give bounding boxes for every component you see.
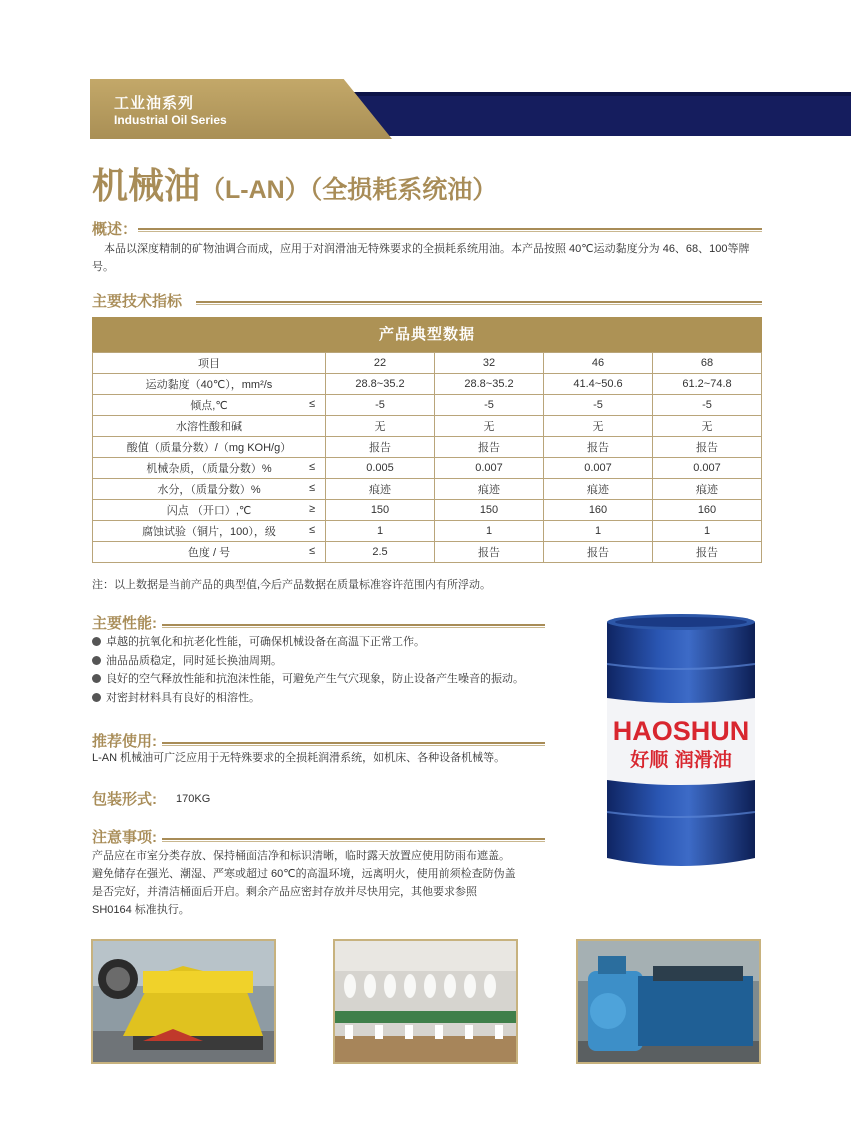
table-row bbox=[93, 500, 762, 521]
packaging-value: 170KG bbox=[176, 793, 211, 805]
row-value-cell: 28.8~35.2 bbox=[435, 374, 544, 395]
row-value-cell: 0.007 bbox=[435, 458, 544, 479]
product-title bbox=[92, 158, 497, 209]
header-grade: 46 bbox=[544, 353, 653, 374]
row-value-cell: 0.005 bbox=[326, 458, 435, 479]
cautions-heading: 注意事项: bbox=[92, 829, 157, 846]
row-limit-symbol: ≤ bbox=[308, 524, 315, 536]
header-item: 项目 bbox=[93, 353, 326, 374]
row-value-cell: -5 bbox=[326, 395, 435, 416]
row-value-cell: 1 bbox=[544, 521, 653, 542]
series-title-en: Industrial Oil Series bbox=[114, 113, 227, 127]
table-row bbox=[93, 395, 762, 416]
row-item-label: 酸值（质量分数）/（mg KOH/g） bbox=[126, 442, 292, 454]
row-value-cell: 报告 bbox=[653, 542, 762, 563]
specs-rule bbox=[196, 301, 762, 303]
performance-item: 油品品质稳定，同时延长换油周期。 bbox=[92, 652, 524, 671]
specs-heading: 主要技术指标 bbox=[92, 293, 183, 310]
row-item-label: 运动黏度（40℃），mm²/s bbox=[145, 379, 273, 391]
barrel-brand-cn: 好顺 润滑油 bbox=[630, 749, 732, 771]
row-value-cell: 报告 bbox=[653, 437, 762, 458]
header-grade: 22 bbox=[326, 353, 435, 374]
row-limit-symbol: ≤ bbox=[308, 482, 315, 494]
row-value-cell: 0.007 bbox=[544, 458, 653, 479]
row-item-label: 水分，（质量分数）% bbox=[157, 484, 261, 496]
row-item-label: 闪点 （开口）,℃ bbox=[166, 505, 252, 517]
product-title-main: 机械油 bbox=[92, 165, 201, 206]
overview-rule bbox=[138, 228, 762, 230]
textile-photo bbox=[333, 939, 518, 1064]
row-limit-symbol: ≤ bbox=[308, 461, 315, 473]
performance-heading: 主要性能: bbox=[92, 615, 157, 632]
row-item-label: 水溶性酸和碱 bbox=[176, 421, 242, 433]
caution-line: 产品应在市室分类存放、保持桶面洁净和标识清晰，临时露天放置应使用防雨布遮盖。 bbox=[92, 850, 510, 862]
packaging-heading: 包装形式: bbox=[92, 791, 157, 808]
row-item-cell bbox=[93, 479, 326, 500]
row-value-cell: 痕迹 bbox=[326, 479, 435, 500]
row-value-cell: 150 bbox=[326, 500, 435, 521]
performance-list bbox=[92, 633, 524, 707]
table-row bbox=[93, 437, 762, 458]
header-grade: 68 bbox=[653, 353, 762, 374]
usage-heading: 推荐使用: bbox=[92, 733, 157, 750]
series-title-cn: 工业油系列 bbox=[114, 95, 195, 112]
row-value-cell: 报告 bbox=[435, 542, 544, 563]
row-value-cell: 报告 bbox=[326, 437, 435, 458]
row-item-label: 色度 / 号 bbox=[187, 547, 231, 559]
caution-line: SH0164 标准执行。 bbox=[92, 904, 190, 916]
row-item-label: 腐蚀试验（铜片，100），级 bbox=[142, 526, 276, 538]
row-value-cell: 无 bbox=[544, 416, 653, 437]
row-item-cell bbox=[93, 374, 326, 395]
oil-barrel-illustration bbox=[603, 612, 759, 870]
row-value-cell: 160 bbox=[653, 500, 762, 521]
overview-text: 本品以深度精制的矿物油调合而成，应用于对润滑油无特殊要求的全损耗系统用油。本产品按照 40℃运动黏度分为 46、68、100等牌号。 bbox=[92, 243, 750, 273]
table-title: 产品典型数据 bbox=[92, 317, 762, 352]
row-limit-symbol: ≤ bbox=[308, 398, 315, 410]
row-item-cell bbox=[93, 437, 326, 458]
caution-line: 是否完好，并清洁桶面后开启。剩余产品应密封存放并尽快用完，其他要求参照 bbox=[92, 886, 477, 898]
usage-text: L-AN 机械油可广泛应用于无特殊要求的全损耗润滑系统，如机床、各种设备机械等。 bbox=[92, 752, 506, 764]
header-banner bbox=[0, 0, 851, 150]
row-limit-symbol: ≥ bbox=[308, 503, 315, 515]
row-item-cell bbox=[93, 395, 326, 416]
generator-photo bbox=[576, 939, 761, 1064]
row-limit-symbol: ≤ bbox=[308, 545, 315, 557]
table-row bbox=[93, 374, 762, 395]
product-title-sub: （L-AN）（全损耗系统油） bbox=[200, 176, 498, 204]
table-row bbox=[93, 458, 762, 479]
row-value-cell: 报告 bbox=[435, 437, 544, 458]
performance-item: 对密封材料具有良好的相溶性。 bbox=[92, 689, 524, 708]
spec-table bbox=[92, 352, 762, 563]
header-grade: 32 bbox=[435, 353, 544, 374]
row-value-cell: -5 bbox=[435, 395, 544, 416]
row-value-cell: 1 bbox=[653, 521, 762, 542]
overview-heading: 概述： bbox=[92, 221, 138, 238]
table-row bbox=[93, 542, 762, 563]
row-value-cell: 150 bbox=[435, 500, 544, 521]
row-value-cell: 61.2~74.8 bbox=[653, 374, 762, 395]
row-item-cell bbox=[93, 458, 326, 479]
table-note: 注：以上数据是当前产品的典型值,今后产品数据在质量标准容许范围内有所浮动。 bbox=[92, 579, 492, 591]
row-value-cell: 痕迹 bbox=[544, 479, 653, 500]
row-item-cell bbox=[93, 500, 326, 521]
table-row bbox=[93, 521, 762, 542]
cautions-rule bbox=[162, 838, 545, 840]
row-item-label: 机械杂质，（质量分数）% bbox=[146, 463, 272, 475]
row-value-cell: 28.8~35.2 bbox=[326, 374, 435, 395]
row-value-cell: 0.007 bbox=[653, 458, 762, 479]
row-value-cell: 无 bbox=[653, 416, 762, 437]
row-value-cell: -5 bbox=[544, 395, 653, 416]
row-value-cell: 41.4~50.6 bbox=[544, 374, 653, 395]
cautions-text bbox=[92, 847, 562, 919]
row-value-cell: 报告 bbox=[544, 542, 653, 563]
performance-rule bbox=[162, 624, 545, 626]
row-value-cell: 痕迹 bbox=[653, 479, 762, 500]
row-value-cell: 2.5 bbox=[326, 542, 435, 563]
row-item-cell bbox=[93, 416, 326, 437]
row-value-cell: 报告 bbox=[544, 437, 653, 458]
row-value-cell: 痕迹 bbox=[435, 479, 544, 500]
table-row bbox=[93, 416, 762, 437]
row-value-cell: 无 bbox=[326, 416, 435, 437]
row-item-label: 倾点,℃ bbox=[190, 400, 228, 412]
performance-item: 卓越的抗氧化和抗老化性能，可确保机械设备在高温下正常工作。 bbox=[92, 633, 524, 652]
row-value-cell: 1 bbox=[326, 521, 435, 542]
row-item-cell bbox=[93, 521, 326, 542]
usage-rule bbox=[162, 742, 545, 744]
row-value-cell: 1 bbox=[435, 521, 544, 542]
row-item-cell bbox=[93, 542, 326, 563]
performance-item: 良好的空气释放性能和抗泡沫性能，可避免产生气穴现象，防止设备产生噪音的振动。 bbox=[92, 670, 524, 689]
barrel-brand-en: HAOSHUN bbox=[612, 716, 750, 746]
banner-navy-band bbox=[350, 92, 851, 136]
machine-photo bbox=[91, 939, 276, 1064]
caution-line: 避免储存在强光、潮湿、严寒或超过 60℃的高温环境，远离明火，使用前须检查防伪盖 bbox=[92, 868, 516, 880]
table-row bbox=[93, 479, 762, 500]
row-value-cell: 无 bbox=[435, 416, 544, 437]
table-header-row bbox=[93, 353, 762, 374]
row-value-cell: -5 bbox=[653, 395, 762, 416]
banner-navy-shade bbox=[350, 92, 851, 96]
row-value-cell: 160 bbox=[544, 500, 653, 521]
